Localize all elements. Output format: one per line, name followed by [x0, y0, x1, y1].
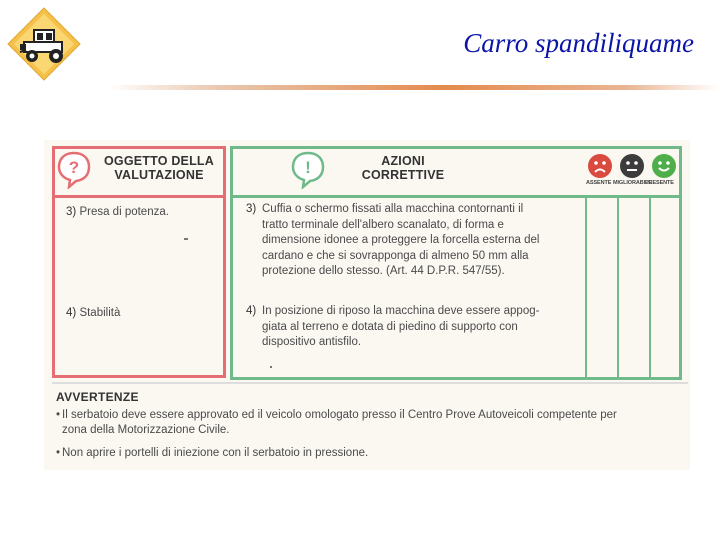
- rating-column-divider: [585, 195, 587, 377]
- svg-text:?: ?: [68, 158, 80, 177]
- azione-item-text: [262, 202, 572, 280]
- azione-item-text: [262, 304, 572, 351]
- avvertenze-item-line: zona della Motorizzazione Civile.: [62, 424, 230, 436]
- neutral-face-icon: [619, 153, 645, 179]
- rating-label-presente: PRESENTE: [645, 180, 674, 186]
- avvertenze-item-line: Non aprire i portelli di iniezione con il serbatoio in pressione.: [62, 447, 369, 459]
- column-oggetto: [52, 146, 226, 378]
- rating-label-migliorabile: MIGLIORABILE: [613, 180, 652, 186]
- azione-item: [246, 202, 572, 280]
- azione-item-line: protezione dello stesso. (Art. 44 D.P.R. 547/55).: [262, 265, 505, 277]
- column-azioni-title-line2: CORRETTIVE: [361, 168, 445, 182]
- column-oggetto-title-line2: VALUTAZIONE: [114, 168, 204, 182]
- oggetto-item-number: 3): [66, 206, 77, 218]
- azione-item-line: giata al terreno e dotata di piedino di supporto con: [262, 320, 518, 333]
- avvertenze-item: [56, 446, 688, 461]
- azione-item-line: Cuffia o schermo fissati alla macchina contornanti il: [262, 203, 524, 215]
- column-oggetto-header: [55, 149, 223, 198]
- column-oggetto-title-line1: OGGETTO DELLA: [103, 154, 214, 168]
- azione-item-line: tratto terminale dell'albero scanalato, di forma e: [262, 218, 504, 231]
- oggetto-item: [66, 205, 169, 221]
- exclamation-bubble-icon: [291, 151, 325, 189]
- rating-label-assente: ASSENTE: [586, 180, 612, 186]
- svg-text:!: !: [305, 158, 311, 177]
- slide-title: Carro spandiliquame: [463, 28, 694, 58]
- oggetto-item: [66, 306, 120, 322]
- scan-speck: [270, 366, 272, 368]
- azione-item-number: 4): [246, 305, 257, 317]
- column-oggetto-title: [95, 154, 223, 182]
- rating-column-divider: [617, 195, 619, 377]
- avvertenze-item-line: Il serbatoio deve essere approvato ed il veicolo omologato presso il Centro Prove Autoveicoli competente per: [62, 409, 617, 421]
- azione-item-line: dimensione idonee a proteggere la forcella esterna del: [262, 234, 540, 246]
- title-divider: [108, 85, 718, 90]
- azione-item: [246, 304, 572, 351]
- sad-face-icon: [587, 153, 613, 179]
- oggetto-item-text: Presa di potenza.: [79, 206, 169, 218]
- column-azioni-title: [343, 154, 463, 182]
- azione-item-number: 3): [246, 203, 257, 215]
- azione-item-line: cardano e che si sovrapponga di almeno 50 mm alla: [262, 249, 529, 262]
- question-bubble-icon: [57, 151, 91, 189]
- oggetto-item-number: 4): [66, 307, 77, 319]
- column-azioni-title-line1: AZIONI: [381, 154, 425, 168]
- tractor-icon: [6, 6, 82, 82]
- avvertenze-title: AVVERTENZE: [56, 390, 139, 404]
- avvertenze-divider: [52, 382, 688, 384]
- scan-speck: [184, 238, 188, 240]
- oggetto-item-text: Stabilità: [79, 307, 121, 319]
- bullet-icon: •: [56, 447, 61, 459]
- rating-column-divider: [649, 195, 651, 377]
- avvertenze-item: [56, 408, 688, 438]
- tractor-logo: [6, 6, 82, 82]
- column-azioni-header: [233, 149, 679, 198]
- bullet-icon: •: [56, 409, 61, 421]
- azione-item-line: dispositivo antisfilo.: [262, 336, 362, 348]
- happy-face-icon: [651, 153, 677, 179]
- azione-item-line: In posizione di riposo la macchina deve essere appog-: [262, 305, 540, 317]
